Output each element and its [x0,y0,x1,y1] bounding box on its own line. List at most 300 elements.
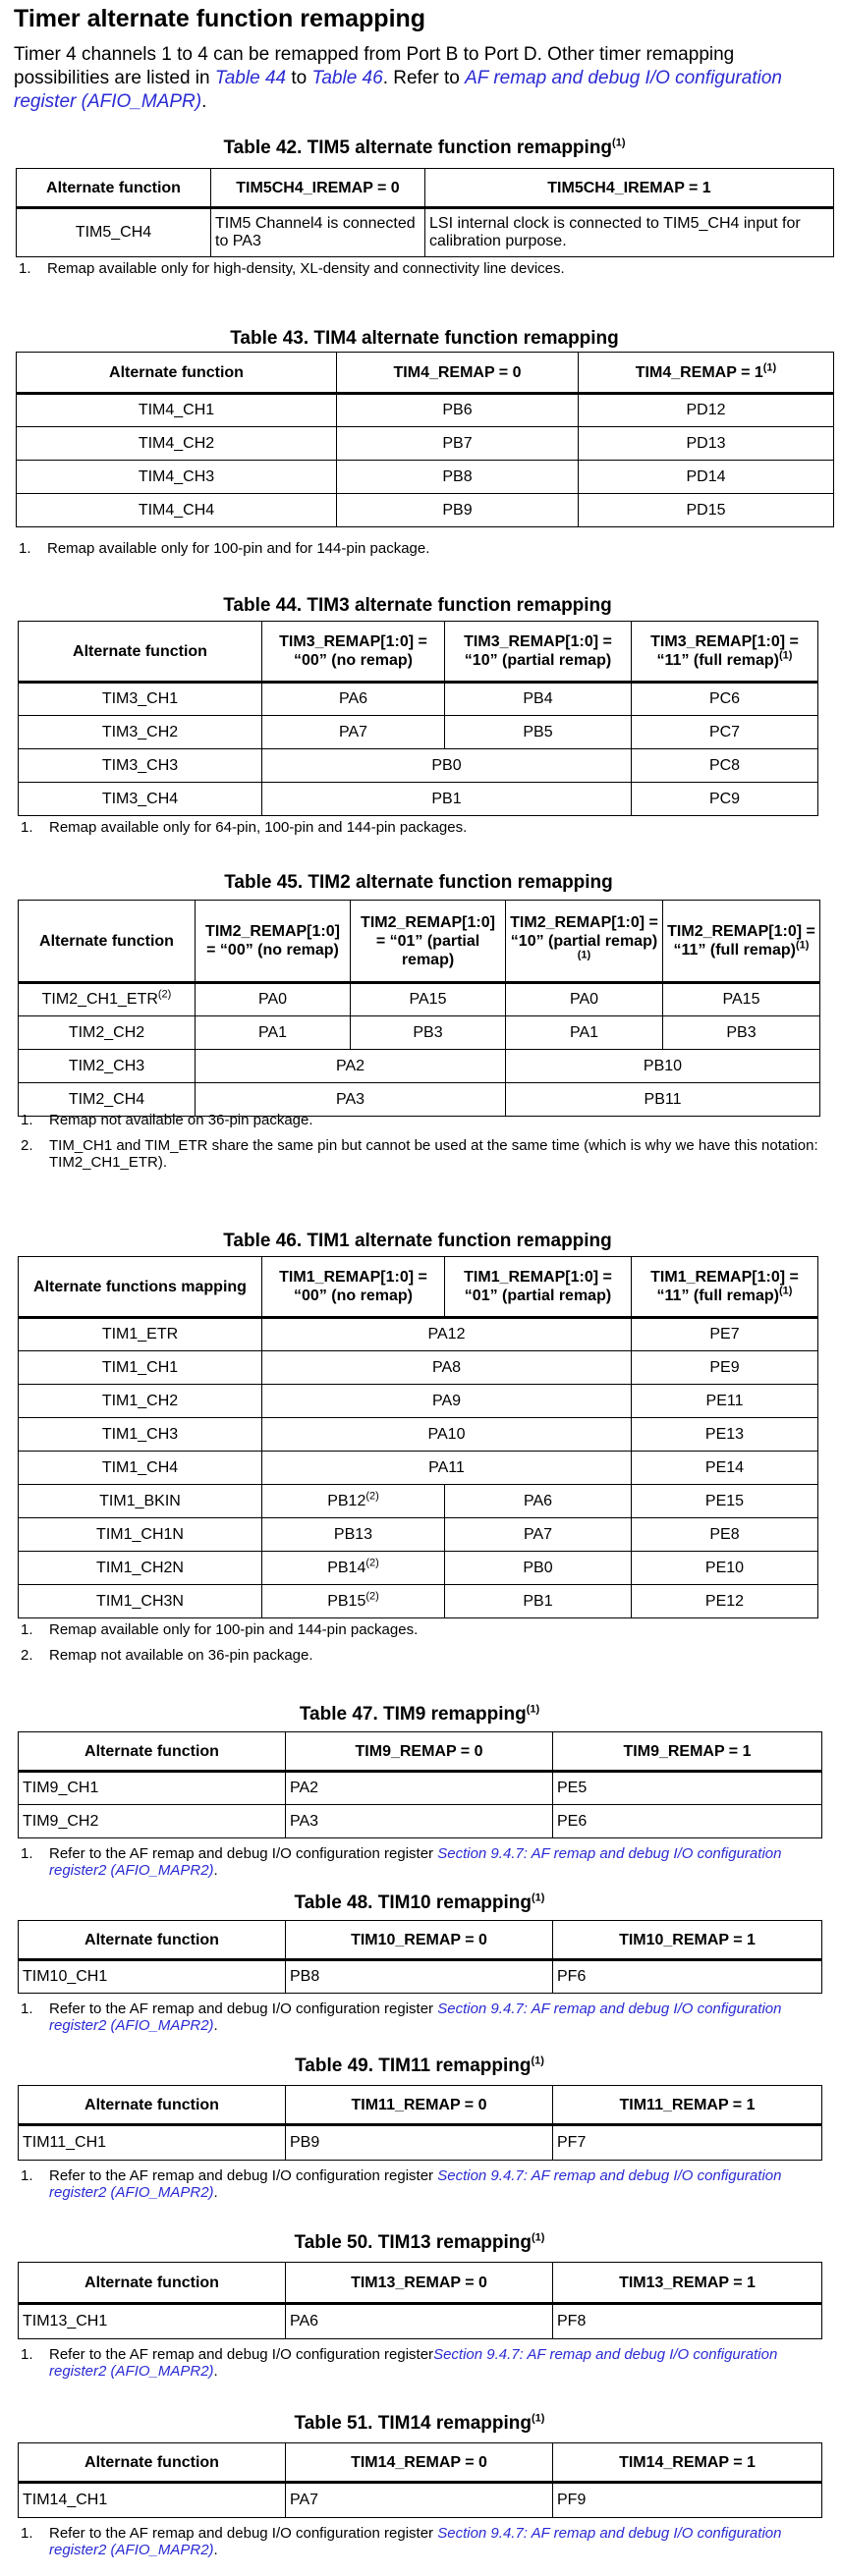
table-cell [262,749,632,783]
table-cell [286,2483,553,2518]
table-cell-text: PD13 [686,434,726,452]
table-cell [19,783,262,816]
footnote-body: Remap available only for high-density, XL-density and connectivity line devices. [47,260,565,277]
table-cell-text: PD15 [686,501,726,519]
table-cell-text: TIM2_CH4 [68,1090,145,1108]
column-header [19,2086,286,2125]
table-cell [579,461,834,494]
table-table-46 [18,1256,818,1618]
table-header-row [19,901,820,983]
table-caption-text: Table 44. TIM3 alternate function remapping [223,595,612,616]
table-cell [632,1552,818,1585]
column-header-text: TIM4_REMAP = 0 [393,363,522,381]
column-header-text: TIM2_REMAP[1:0] = “10” (partial remap) [510,913,658,950]
table-caption [18,872,819,894]
table-cell-text: PA3 [335,1090,365,1108]
table-cell [196,983,351,1016]
table-table-51 [18,2442,822,2518]
table-cell [632,1418,818,1452]
table-cell [19,1050,196,1083]
table-row [19,983,820,1016]
table-cell [19,1385,262,1418]
table-footnotes [18,2346,833,2388]
table-cell-text: TIM4_CH4 [138,501,215,519]
column-header [19,1732,286,1772]
footnote [18,1647,833,1664]
table-row [19,2125,822,2161]
link-afio-mapr[interactable]: AF remap and debug I/O configuration register (AFIO_MAPR) [14,68,782,112]
table-cell [19,1016,196,1050]
table-cell-text: PD12 [686,402,726,418]
table-cell-text: PB9 [442,501,473,519]
footnote [18,2525,833,2558]
table-cell-text: PA0 [569,991,599,1008]
table-cell-text: PB4 [523,690,553,707]
column-header-text: Alternate function [39,932,174,950]
table-cell [262,716,445,749]
column-header-text: TIM14_REMAP = 0 [351,2453,487,2471]
table-cell [632,1585,818,1618]
table-row [19,749,818,783]
table-cell-text: TIM1_BKIN [99,1492,181,1509]
table-row [19,1805,822,1838]
table-cell-text: TIM14_CH1 [23,2492,108,2508]
column-header [19,2443,286,2483]
table-cell-text: PA15 [409,991,447,1008]
table-cell [553,1772,822,1805]
footnote-marker: (2) [365,1490,379,1503]
table-cell-text: PC7 [708,723,741,740]
footnote-section-link[interactable]: Section 9.4.7: AF remap and debug I/O configuration register2 (AFIO_MAPR2) [49,1845,782,1879]
table-cell-text: PB8 [290,1968,320,1985]
table-caption-text: Table 50. TIM13 remapping [294,2232,532,2253]
column-header [19,622,262,683]
table-cell [262,1351,632,1385]
footnote-number: 1. [21,1112,33,1128]
table-cell-text: TIM1_CH3 [101,1425,179,1443]
footnote-number: 1. [21,2001,33,2017]
table-caption-text: Table 43. TIM4 alternate function remapping [230,328,619,349]
table-caption-text: Table 47. TIM9 remapping [299,1704,527,1725]
table-cell-text: PB15 [327,1592,366,1610]
table-cell-text: TIM3_CH4 [101,790,179,807]
table-cell-text: PA11 [428,1458,465,1476]
column-header [286,2086,553,2125]
table-table-50 [18,2262,822,2339]
table-cell [286,1960,553,1994]
footnote-body: Refer to the AF remap and debug I/O configuration register [49,2167,438,2184]
table-footnotes [16,540,831,566]
table-cell [663,983,820,1016]
footnote-marker: (1) [531,1891,545,1904]
table-cell-text: PE14 [704,1458,745,1476]
footnote-marker: (1) [531,2231,545,2244]
table-cell [262,1518,445,1552]
link-table-46[interactable]: Table 46 [311,68,383,88]
table-cell-text: PB13 [333,1525,373,1543]
table-header-row [19,1921,822,1960]
table-row [19,1016,820,1050]
column-header-text: TIM1_REMAP[1:0] = “01” (partial remap) [464,1269,612,1304]
table-cell-text: PC6 [708,690,741,707]
table-footnotes [18,2001,833,2043]
footnote-section-link[interactable]: Section 9.4.7: AF remap and debug I/O configuration register2 (AFIO_MAPR2) [49,2001,782,2034]
table-cell-text: PA3 [290,1812,319,1830]
footnote-tail: . [213,2542,218,2558]
table-cell-text: TIM4_CH1 [138,402,215,418]
table-header-row [19,622,818,683]
table-cell [19,1772,286,1805]
table-cell-text: PA7 [338,723,368,740]
table-cell-text: PF7 [557,2134,587,2151]
footnote-marker: (1) [612,137,626,149]
table-cell-text: PB11 [644,1090,682,1108]
table-cell [19,1585,262,1618]
table-cell [286,1772,553,1805]
table-caption [18,2413,821,2435]
footnote-number: 1. [19,260,31,277]
table-cell-text: PB3 [413,1023,443,1041]
table-cell [632,716,818,749]
footnote [16,540,831,557]
table-cell-text: TIM4_CH2 [138,434,215,452]
intro-text: Timer 4 channels 1 to 4 can be remapped from Port B to Port D. Other timer remapping possibilities are listed in [14,44,735,88]
column-header [286,1921,553,1960]
footnote-body: Refer to the AF remap and debug I/O configuration register [49,2346,434,2363]
table-cell [632,1385,818,1418]
footnote [18,819,833,836]
column-header-text: TIM10_REMAP = 1 [619,1931,756,1948]
table-row [19,783,818,816]
table-row [19,1050,820,1083]
table-cell [19,1805,286,1838]
table-cell-text: PE5 [557,1780,588,1796]
footnote-marker: (1) [762,361,777,374]
table-footnotes [18,2167,833,2210]
table-cell-text: TIM2_CH2 [68,1023,145,1041]
table-cell [262,683,445,716]
column-header-text: Alternate function [84,1931,219,1948]
column-header [17,353,337,394]
intro-paragraph [14,43,800,114]
column-header [286,1732,553,1772]
footnote-marker: (1) [577,949,591,961]
table-row [19,2304,822,2339]
footnote [18,1112,833,1128]
table-cell-text: PB10 [643,1057,683,1074]
table-header-row [19,1732,822,1772]
table-cell [425,208,834,257]
column-header [19,1921,286,1960]
footnote-section-link[interactable]: Section 9.4.7: AF remap and debug I/O configuration register2 (AFIO_MAPR2) [49,2346,778,2380]
column-header-text: TIM13_REMAP = 0 [351,2274,487,2291]
table-cell [19,2125,286,2161]
intro-text: . Refer to [382,68,466,88]
footnote-section-link[interactable]: Section 9.4.7: AF remap and debug I/O configuration register2 (AFIO_MAPR2) [49,2167,782,2201]
table-row [19,1772,822,1805]
table-cell-text: TIM4_CH3 [138,467,215,485]
table-caption-text: Table 42. TIM5 alternate function remapping [223,137,613,158]
table-cell [262,1452,632,1485]
footnote [18,1845,833,1879]
table-caption-text: Table 51. TIM14 remapping [294,2413,532,2434]
footnote-marker: (1) [531,2412,545,2425]
column-header-text: TIM9_REMAP = 1 [623,1742,752,1760]
table-cell [211,208,425,257]
table-cell [553,2483,822,2518]
table-cell [553,1960,822,1994]
footnote-body: Remap available only for 100-pin and for 144-pin package. [47,540,430,557]
footnote-text [49,1112,833,1128]
table-caption-text: Table 45. TIM2 alternate function remapping [224,872,613,893]
column-header [19,1257,262,1318]
table-header-row [17,169,834,208]
column-header [506,901,663,983]
column-header [337,353,579,394]
column-header [632,1257,818,1318]
footnote-marker: (2) [365,1590,379,1603]
table-header-row [19,2086,822,2125]
table-cell [553,1805,822,1838]
footnote [18,1137,833,1171]
table-cell [337,461,579,494]
table-cell [17,208,211,257]
column-header [286,2443,553,2483]
table-table-44 [18,621,818,816]
footnote [16,260,831,277]
column-header-text: TIM1_REMAP[1:0] = “00” (no remap) [279,1269,427,1304]
table-cell [445,1485,632,1518]
table-cell-text: PE9 [709,1358,740,1376]
table-table-43 [16,352,834,527]
footnote-body: Refer to the AF remap and debug I/O configuration register [49,2001,438,2017]
table-cell-text: PA1 [257,1023,288,1041]
table-footnotes [18,819,833,845]
table-caption-text: Table 48. TIM10 remapping [294,1892,532,1913]
footnote-number: 1. [21,1621,33,1638]
column-header-text: Alternate function [46,179,181,196]
table-footnotes [18,1845,833,1888]
table-cell-text: TIM1_CH1 [101,1358,179,1376]
footnote-text [49,2525,833,2558]
table-cell [445,1585,632,1618]
table-cell-text: PE7 [709,1326,740,1343]
column-header-text: Alternate function [84,2274,219,2291]
table-cell [262,1552,445,1585]
footnote-text [47,540,831,557]
table-cell [19,1418,262,1452]
table-cell [262,1385,632,1418]
table-cell-text: LSI internal clock is connected to TIM5_CH4 input for calibration purpose. [429,215,801,249]
footnote [18,2167,833,2201]
table-caption [18,595,817,617]
column-header-text: Alternate functions mapping [33,1278,247,1295]
footnote-marker: (1) [779,649,793,662]
footnote-body: TIM_CH1 and TIM_ETR share the same pin but cannot be used at the same time (which is why we have this notation: TIM2_CH1_ETR). [49,1137,818,1171]
table-cell-text: PA6 [290,2313,319,2329]
table-cell-text: PA8 [431,1358,462,1376]
table-cell-text: TIM1_CH1N [96,1525,184,1543]
table-cell [632,1485,818,1518]
footnote-tail: . [213,2017,218,2034]
table-cell-text: TIM10_CH1 [23,1968,108,1985]
footnote-body: Remap not available on 36-pin package. [49,1112,313,1128]
column-header [553,1732,822,1772]
footnote-number: 1. [21,2167,33,2184]
table-cell [445,683,632,716]
footnote [18,2001,833,2034]
table-cell [553,2125,822,2161]
table-cell-text: PB5 [523,723,553,740]
table-caption [16,328,833,350]
footnote-text [49,1621,833,1638]
footnote-number: 1. [19,540,31,557]
table-cell [286,2304,553,2339]
table-cell-text: PB14 [327,1559,366,1576]
table-row [17,394,834,427]
table-cell-text: TIM2_CH3 [68,1057,145,1074]
column-header [632,622,818,683]
table-cell-text: TIM9_CH2 [23,1812,99,1830]
column-header [445,1257,632,1318]
table-cell [579,427,834,461]
table-row [17,494,834,527]
column-header-text: Alternate function [73,642,207,660]
table-cell [262,1485,445,1518]
table-caption [18,2055,821,2077]
table-row [19,683,818,716]
table-cell-text: PC8 [708,756,741,774]
table-cell-text: TIM2_CH1_ETR [41,991,158,1008]
column-header-text: Alternate function [109,363,244,381]
footnote-number: 1. [21,2346,33,2363]
footnote-number: 1. [21,819,33,836]
table-cell-text: PB1 [523,1592,553,1610]
table-cell-text: TIM3_CH1 [101,690,179,707]
column-header-text: TIM2_REMAP[1:0] = “00” (no remap) [205,923,340,959]
table-caption-text: Table 49. TIM11 remapping [295,2055,532,2076]
table-cell-text: PB9 [290,2134,320,2151]
table-cell [632,1452,818,1485]
table-caption [18,1704,821,1726]
footnote-tail: . [213,2363,218,2380]
table-cell [337,494,579,527]
footnote [18,2346,833,2380]
table-cell [445,1518,632,1552]
table-cell [17,461,337,494]
table-cell [632,749,818,783]
column-header-text: TIM5CH4_IREMAP = 0 [236,179,400,196]
table-cell [632,1351,818,1385]
table-cell [632,1318,818,1351]
table-cell-text: TIM13_CH1 [23,2313,108,2329]
table-cell [286,2125,553,2161]
footnote-tail: . [213,1862,218,1879]
table-cell-text: TIM1_CH2 [101,1392,179,1409]
table-cell [632,683,818,716]
footnote-body: Remap not available on 36-pin package. [49,1647,313,1664]
table-cell [351,1016,506,1050]
table-cell [19,1452,262,1485]
table-cell [579,394,834,427]
table-row [19,716,818,749]
table-cell-text: PA12 [427,1326,466,1343]
table-cell-text: PA6 [523,1492,553,1509]
table-cell [19,1485,262,1518]
table-cell [337,427,579,461]
table-footnotes [18,2525,833,2567]
column-header-text: TIM14_REMAP = 1 [619,2453,756,2471]
table-cell [506,1050,820,1083]
table-cell-text: TIM3_CH2 [101,723,179,740]
table-cell [506,1016,663,1050]
table-cell [262,1418,632,1452]
table-cell [262,783,632,816]
table-cell-text: PF9 [557,2492,587,2508]
table-cell [553,2304,822,2339]
intro-text: to [286,68,312,88]
column-header [351,901,506,983]
table-cell [19,1960,286,1994]
table-header-row [19,1257,818,1318]
table-row [19,1518,818,1552]
table-cell-text: PE10 [704,1559,745,1576]
column-header [19,901,196,983]
table-cell [632,783,818,816]
table-caption [18,1231,817,1252]
table-row [17,427,834,461]
table-cell [196,1016,351,1050]
table-cell-text: PA2 [290,1780,319,1796]
footnote-marker: (1) [526,1703,540,1716]
column-header-text: Alternate function [84,2096,219,2113]
table-row [17,461,834,494]
table-cell [445,1552,632,1585]
column-header [553,1921,822,1960]
footnote-section-link[interactable]: Section 9.4.7: AF remap and debug I/O configuration register2 (AFIO_MAPR2) [49,2525,782,2558]
table-cell-text: PA1 [569,1023,599,1041]
table-cell-text: PF6 [557,1968,587,1985]
table-cell-text: TIM9_CH1 [23,1780,99,1796]
table-cell [286,1805,553,1838]
table-cell [262,1318,632,1351]
table-cell [17,494,337,527]
link-table-44[interactable]: Table 44 [214,68,287,88]
table-cell-text: PA0 [257,991,288,1008]
column-header [262,1257,445,1318]
footnote-marker: (2) [365,1557,379,1569]
table-row [19,1385,818,1418]
footnote-text [49,2001,833,2034]
table-header-row [17,353,834,394]
footnote-text [49,2346,833,2380]
table-cell [17,427,337,461]
table-cell-text: TIM5 Channel4 is connected to PA3 [215,215,416,249]
table-header-row [19,2443,822,2483]
column-header-text: TIM13_REMAP = 1 [619,2274,756,2291]
column-header-text: TIM2_REMAP[1:0] = “11” (full remap) [667,923,815,959]
table-cell [506,983,663,1016]
table-cell-text: TIM1_ETR [101,1326,179,1343]
table-header-row [19,2263,822,2304]
table-cell [19,1518,262,1552]
table-cell-text: PA10 [427,1425,466,1443]
column-header [579,353,834,394]
table-table-45 [18,900,820,1117]
column-header [663,901,820,983]
column-header [19,2263,286,2304]
table-cell-text: PA6 [338,690,368,707]
